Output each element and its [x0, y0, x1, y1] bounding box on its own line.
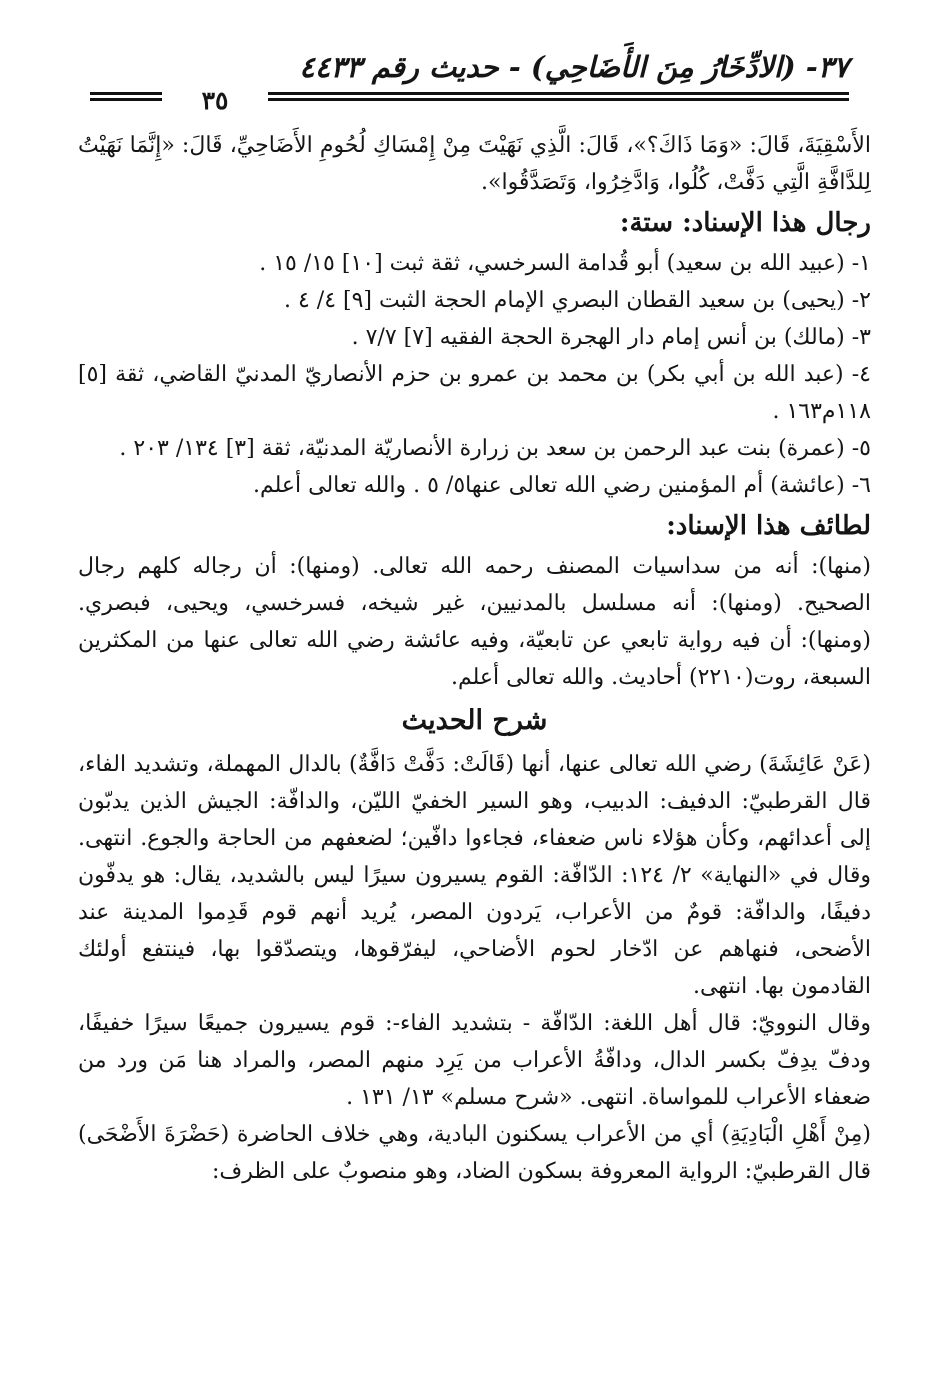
narrator-item: ٣- (مالك) بن أنس إمام دار الهجرة الحجة الفقيه [٧] ٧/٧ . — [351, 325, 871, 350]
page-body — [78, 127, 871, 1334]
narrator-item: ٤- (عبد الله بن أبي بكر) بن محمد بن عمرو بن حزم الأنصاريّ المدنيّ القاضي، ثقة [٥] ١١٨م١٦٣ . — [78, 362, 871, 424]
commentary-heading: شرح الحديث — [401, 705, 548, 736]
commentary-paragraph: (عَنْ عَائِشَةَ) رضي الله تعالى عنها، أنها (قَالَتْ: دَفَّتْ دَافَّةٌ) بالدال المهملة، وتشديد الفاء، قال القرطبيّ: الدفيف: الدبيب، وهو السير الخفيّ الليّن، والدافّة: الجيش الذين يدبّون إلى أعدائهم، وكأن هؤلاء ناس ضعفاء، فجاءوا دافّين؛ لضعفهم من الحاجة والجوع. انتهى. وقال في «النهاية» ٢/ ١٢٤: الدّافّة: القوم يسيرون سيرًا ليس بالشديد، يقال: هو يدفّون دفيفًا، والدافّة: قومٌ من الأعراب، يَردون المصر، يُريد أنهم قوم قَدِموا المدينة عند الأضحى، فنهاهم عن ادّخار لحوم الأضاحي، ليفرّقوها، ويتصدّقوا بها، فينتفع أولئك القادمون بها. انتهى. — [78, 752, 871, 999]
narrators-heading: رجال هذا الإسناد: ستة: — [619, 208, 871, 238]
hadith-text-continuation: الأَسْقِيَةَ، قَالَ: «وَمَا ذَاكَ؟»، قَالَ: الَّذِي نَهَيْتَ مِنْ إِمْسَاكِ لُحُومِ الأَضَاحِيِّ، قَالَ: «إِنَّمَا نَهَيْتُ لِلدَّافَّةِ الَّتِي دَفَّتْ، كُلُوا، وَادَّخِرُوا، وَتَصَدَّقُوا». — [78, 133, 871, 195]
running-title: ٣٧- (الادِّخَارُ مِنَ الأَضَاحِي) - حديث رقم ٤٤٣٣ — [299, 50, 849, 84]
commentary-paragraph: (مِنْ أَهْلِ الْبَادِيَةِ) أي من الأعراب يسكنون البادية، وهي خلاف الحاضرة (حَضْرَةَ الأَضْحَى) قال القرطبيّ: الرواية المعروفة بسكون الضاد، وهو منصوبٌ على الظرف: — [78, 1122, 871, 1184]
subtleties-paragraph: (منها): أنه من سداسيات المصنف رحمه الله تعالى. (ومنها): أن رجاله كلهم رجال الصحيح. (ومنها): أنه مسلسل بالمدنيين، غير شيخه، فسرخسي، ويحيى، فبصري. (ومنها): أن فيه رواية تابعي عن تابعيّة، وفيه عائشة رضي الله تعالى عنها من المكثرين السبعة، روت(٢٢١٠) أحاديث. والله تعالى أعلم. — [78, 554, 871, 690]
page-header — [90, 50, 849, 115]
narrator-item: ٦- (عائشة) أم المؤمنين رضي الله تعالى عنها٥/ ٥ . والله تعالى أعلم. — [252, 473, 871, 498]
narrator-item: ١- (عبيد الله بن سعيد) أبو قُدامة السرخسي، ثقة ثبت [١٠] ١٥/ ١٥ . — [259, 251, 871, 276]
header-rule-right — [268, 92, 849, 101]
commentary-paragraph: وقال النوويّ: قال أهل اللغة: الدّافّة - بتشديد الفاء-: قوم يسيرون جميعًا سيرًا خفيفًا، ودفّ يدِفّ بكسر الدال، ودافّةُ الأعراب من يَرِد منهم المصر، والمراد هنا مَن ورد من ضعفاء الأعراب للمواساة. انتهى. «شرح مسلم» ١٣/ ١٣١ . — [78, 1011, 871, 1110]
header-rule-left — [90, 92, 162, 101]
narrator-item: ٢- (يحيى) بن سعيد القطان البصري الإمام الحجة الثبت [٩] ٤/ ٤ . — [283, 288, 871, 313]
narrator-item: ٥- (عمرة) بنت عبد الرحمن بن سعد بن زرارة الأنصاريّة المدنيّة، ثقة [٣] ١٣٤/ ٢٠٣ . — [119, 436, 871, 461]
page-number: ٣٥ — [201, 86, 229, 115]
subtleties-heading: لطائف هذا الإسناد: — [666, 511, 871, 541]
